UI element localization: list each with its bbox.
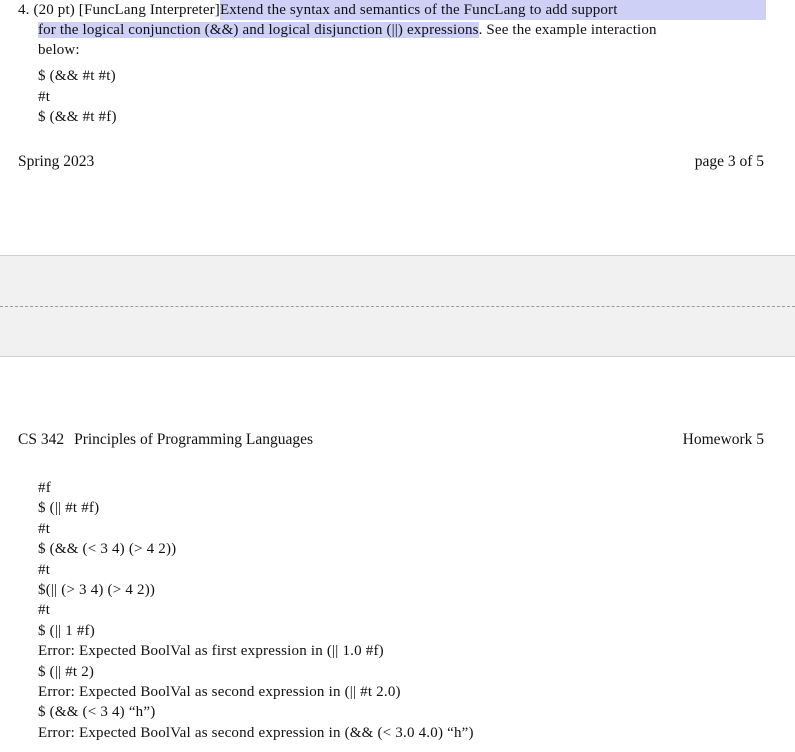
code-line: #t [38, 88, 51, 105]
example-interaction [38, 66, 117, 128]
error-line: Error: Expected BoolVal as second expression in (&& (< 3.0 4.0) “h”) [38, 724, 474, 741]
question-4 [18, 0, 766, 60]
code-line: $ (|| #t #f) [38, 500, 100, 517]
code-line: $ (|| #t 2) [38, 663, 95, 680]
code-line: $ (|| 1 #f) [38, 622, 95, 639]
page-header [18, 431, 764, 449]
question-number-and-title: 4. (20 pt) [FuncLang Interpreter] [18, 2, 220, 18]
footer-semester: Spring 2023 [18, 153, 95, 170]
code-line: #t [38, 602, 51, 619]
example-interaction-continued [38, 478, 474, 743]
code-line: $(|| (> 3 4) (> 4 2)) [38, 582, 156, 599]
highlighted-text[interactable]: for the logical conjunction (&&) and logical disjunction (||) expressions [38, 22, 479, 38]
error-line: Error: Expected BoolVal as first expression in (|| 1.0 #f) [38, 643, 384, 660]
header-course-title: Principles of Programming Languages [74, 431, 314, 448]
code-line: $ (&& (< 3 4) “h”) [38, 704, 156, 721]
pdf-page-3-bottom [0, 0, 795, 255]
question-line-3 [18, 40, 766, 60]
code-line: $ (&& #t #f) [38, 109, 117, 125]
code-line: $ (&& #t #t) [38, 68, 116, 84]
question-text: below: [38, 42, 80, 58]
code-line: #t [38, 520, 51, 537]
page-gap [0, 255, 795, 357]
footer-page-number: page 3 of 5 [694, 153, 764, 170]
question-text: . See the example interaction [478, 22, 657, 38]
question-line-1 [18, 0, 766, 20]
code-line: $ (&& (< 3 4) (> 4 2)) [38, 541, 177, 558]
page-break-line [0, 306, 795, 307]
code-line: #f [38, 480, 51, 496]
header-course [18, 431, 313, 449]
pdf-page-4-top [0, 357, 795, 752]
header-course-code: CS 342 [18, 431, 65, 448]
code-line: #t [38, 561, 51, 578]
question-line-2 [18, 20, 766, 40]
header-assignment: Homework 5 [682, 431, 764, 448]
page-footer [18, 153, 764, 171]
error-line: Error: Expected BoolVal as second expression in (|| #t 2.0) [38, 684, 401, 701]
highlighted-text[interactable]: Extend the syntax and semantics of the FuncLang to add support [220, 0, 766, 20]
